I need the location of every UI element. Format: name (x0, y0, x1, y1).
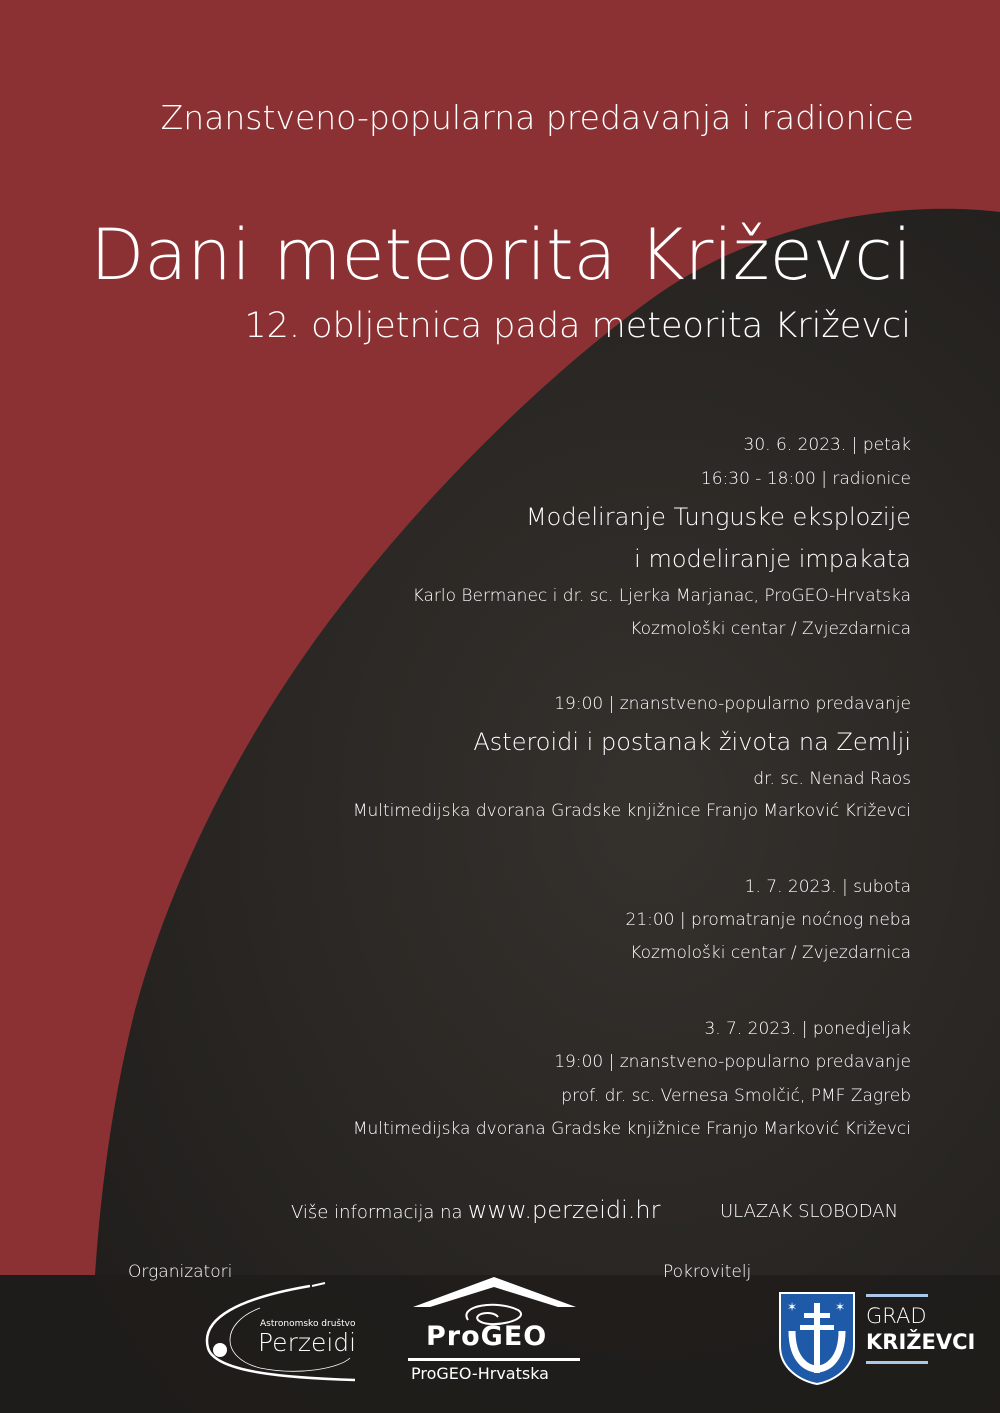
svg-text:✶: ✶ (835, 1300, 846, 1314)
event-time: 19:00 | znanstveno-popularno predavanje (554, 1052, 911, 1072)
anniversary: 12. obljetnica pada meteorita Križevci (244, 306, 911, 346)
event-place: Multimedijska dvorana Gradske knjižnice Franjo Marković Križevci (352, 801, 911, 821)
event-date: 1. 7. 2023. | subota (744, 877, 911, 897)
more-info (291, 1196, 661, 1224)
progeo-text: ProGEO (426, 1321, 548, 1352)
svg-text:✶: ✶ (787, 1300, 798, 1314)
event-date: 30. 6. 2023. | petak (743, 435, 911, 455)
event-place: Multimedijska dvorana Gradske knjižnice Franjo Marković Križevci (352, 1119, 911, 1139)
event-place: Kozmološki centar / Zvjezdarnica (630, 943, 911, 963)
perzeidi-text: Perzeidi (258, 1328, 357, 1357)
organizers-label: Organizatori (128, 1262, 233, 1282)
event-time: 16:30 - 18:00 | radionice (700, 469, 911, 489)
perzeidi-small-text: Astronomsko društvo (260, 1319, 356, 1329)
event-title: Asteroidi i postanak života na Zemlji (473, 728, 911, 756)
event-date: 3. 7. 2023. | ponedjeljak (704, 1019, 911, 1039)
subtitle: Znanstveno-popularna predavanja i radionice (160, 98, 914, 137)
sponsor-label: Pokrovitelj (663, 1262, 752, 1282)
event-time: 19:00 | znanstveno-popularno predavanje (554, 694, 911, 714)
event-title: Modeliranje Tunguske eksplozije (525, 503, 911, 531)
event-people: Karlo Bermanec i dr. sc. Ljerka Marjanac, ProGEO-Hrvatska (412, 586, 911, 606)
krizevci-text: KRIŽEVCI (866, 1330, 976, 1354)
perzeidi-logo (200, 1278, 370, 1388)
event-people: dr. sc. Nenad Raos (753, 769, 911, 789)
divider (408, 1358, 580, 1361)
event-people: prof. dr. sc. Vernesa Smolčić, PMF Zagreb (561, 1086, 911, 1106)
website-link[interactable]: www.perzeidi.hr (467, 1196, 661, 1224)
grad-text: GRAD (866, 1304, 927, 1328)
progeo-logo (408, 1275, 580, 1385)
krizevci-crest-icon (778, 1291, 856, 1385)
more-info-label: Više informacija na (291, 1202, 463, 1223)
page-title: Dani meteorita Križevci (90, 214, 912, 296)
free-entry: ULAZAK SLOBODAN (720, 1201, 899, 1222)
divider (866, 1361, 928, 1364)
progeo-sub-text: ProGEO-Hrvatska (411, 1364, 549, 1383)
event-title: i modeliranje impakata (634, 545, 911, 573)
event-place: Kozmološki centar / Zvjezdarnica (630, 619, 911, 639)
divider (866, 1294, 928, 1297)
event-time: 21:00 | promatranje noćnog neba (625, 910, 911, 930)
